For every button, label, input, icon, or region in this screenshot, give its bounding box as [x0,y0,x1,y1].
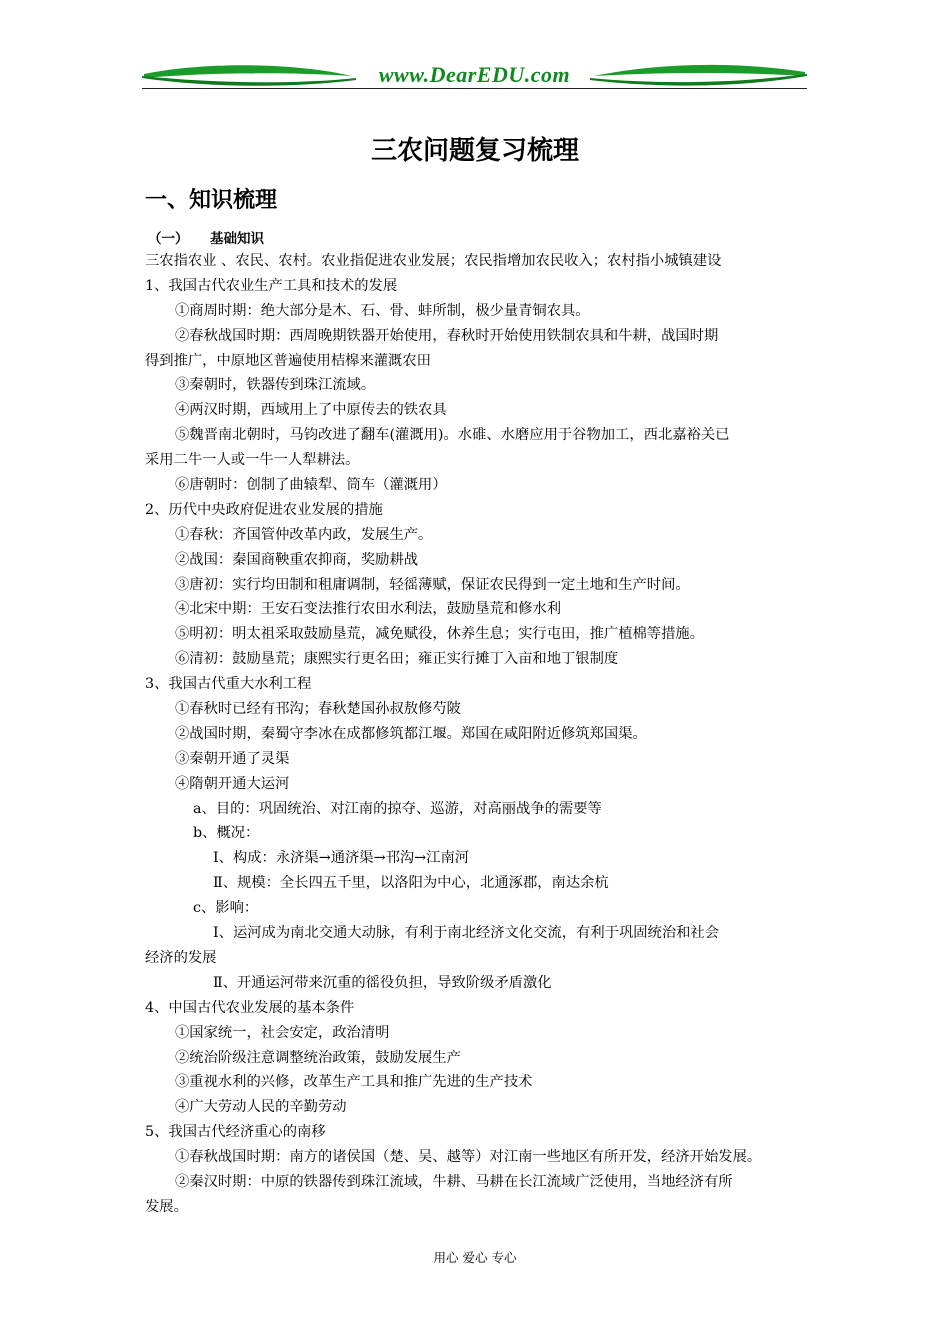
header-divider [142,88,807,89]
list-item: ⑤明初：明太祖采取鼓励垦荒，减免赋役，休养生息；实行屯田，推广植棉等措施。 [175,626,704,643]
list-item: ②春秋战国时期：西周晚期铁器开始使用，春秋时开始使用铁制农具和牛耕，战国时期 [175,327,719,344]
list-item: ①春秋战国时期：南方的诸侯国（楚、吴、越等）对江南一些地区有所开发，经济开始发展。 [175,1149,762,1166]
sub-list-item: b、概况： [193,825,260,842]
list-heading: 4、中国古代农业发展的基本条件 [145,999,355,1016]
list-item: ③重视水利的兴修，改革生产工具和推广先进的生产技术 [175,1074,533,1091]
sub-list-item: c、影响： [193,900,259,917]
list-item: ⑤魏晋南北朝时，马钧改进了翻车(灌溉用)。水碓、水磨应用于谷物加工，西北嘉裕关已 [175,427,730,444]
list-item: ②战国：秦国商鞅重农抑商，奖励耕战 [175,551,419,568]
list-item: ③秦朝开通了灵渠 [175,750,290,767]
sub-sub-list-item: Ⅰ、构成：永济渠→通济渠→邗沟→江南河 [213,850,470,867]
page-title: 三农问题复习梳理 [370,136,579,166]
list-item: ⑥清初：鼓励垦荒；康熙实行更名田；雍正实行摊丁入亩和地丁银制度 [175,651,619,668]
list-item: ④北宋中期：王安石变法推行农田水利法，鼓励垦荒和修水利 [175,601,562,618]
list-item-continuation: 采用二牛一人或一牛一人犁耕法。 [145,452,360,469]
sub-sub-list-item: Ⅰ、运河成为南北交通大动脉，有利于南北经济文化交流，有利于巩固统治和社会 [213,925,720,942]
site-logo-text: www.DearEDU.com [378,62,571,87]
list-item: ①商周时期：绝大部分是木、石、骨、蚌所制，极少量青铜农具。 [175,302,590,319]
list-item: ②秦汉时期：中原的铁器传到珠江流域，牛耕、马耕在长江流域广泛使用，当地经济有所 [175,1173,733,1190]
sub-heading [148,227,264,247]
list-item-continuation: 经济的发展 [145,949,217,966]
list-heading: 5、我国古代经济重心的南移 [145,1124,326,1141]
list-item: ①国家统一，社会安定，政治清明 [175,1024,390,1041]
list-item-continuation: 发展。 [145,1198,188,1215]
list-item-continuation: 得到推广，中原地区普遍使用桔槔来灌溉农田 [145,352,431,369]
sub-list-item: a、目的：巩固统治、对江南的掠夺、巡游，对高丽战争的需要等 [193,800,602,817]
sub-sub-list-item: Ⅱ、开通运河带来沉重的徭役负担，导致阶级矛盾激化 [213,974,552,991]
page-footer: 用心 爱心 专心 [433,1250,517,1265]
list-item: ④隋朝开通大运河 [175,775,290,792]
list-heading: 1、我国古代农业生产工具和技术的发展 [145,277,398,294]
section-heading: 一、知识梳理 [145,188,278,213]
body-text [145,249,815,1220]
list-item: ③秦朝时，铁器传到珠江流域。 [175,377,376,394]
list-item: ①春秋：齐国管仲改革内政，发展生产。 [175,526,433,543]
list-heading: 2、历代中央政府促进农业发展的措施 [145,501,383,518]
sub-sub-list-item: Ⅱ、规模：全长四五千里，以洛阳为中心，北通涿郡，南达余杭 [213,875,609,892]
list-item: ⑥唐朝时：创制了曲辕犁、筒车（灌溉用） [175,477,447,494]
intro-paragraph: 三农指农业 、农民、农村。农业指促进农业发展；农民指增加农民收入；农村指小城镇建设 [145,253,722,269]
list-item: ②统治阶级注意调整统治政策，鼓励发展生产 [175,1049,461,1066]
list-item: ②战国时期，秦蜀守李冰在成都修筑都江堰。郑国在咸阳附近修筑郑国渠。 [175,725,647,742]
list-item: ③唐初：实行均田制和租庸调制，轻徭薄赋，保证农民得到一定土地和生产时间。 [175,576,690,593]
sub-heading-title: 基础知识 [210,231,264,247]
list-item: ①春秋时已经有邗沟；春秋楚国孙叔敖修芍陂 [175,701,461,718]
list-item: ④广大劳动人民的辛勤劳动 [175,1099,347,1116]
list-item: ④两汉时期，西域用上了中原传去的铁农具 [175,402,447,419]
list-heading: 3、我国古代重大水利工程 [145,676,312,693]
sub-heading-number: （一） [148,231,189,247]
